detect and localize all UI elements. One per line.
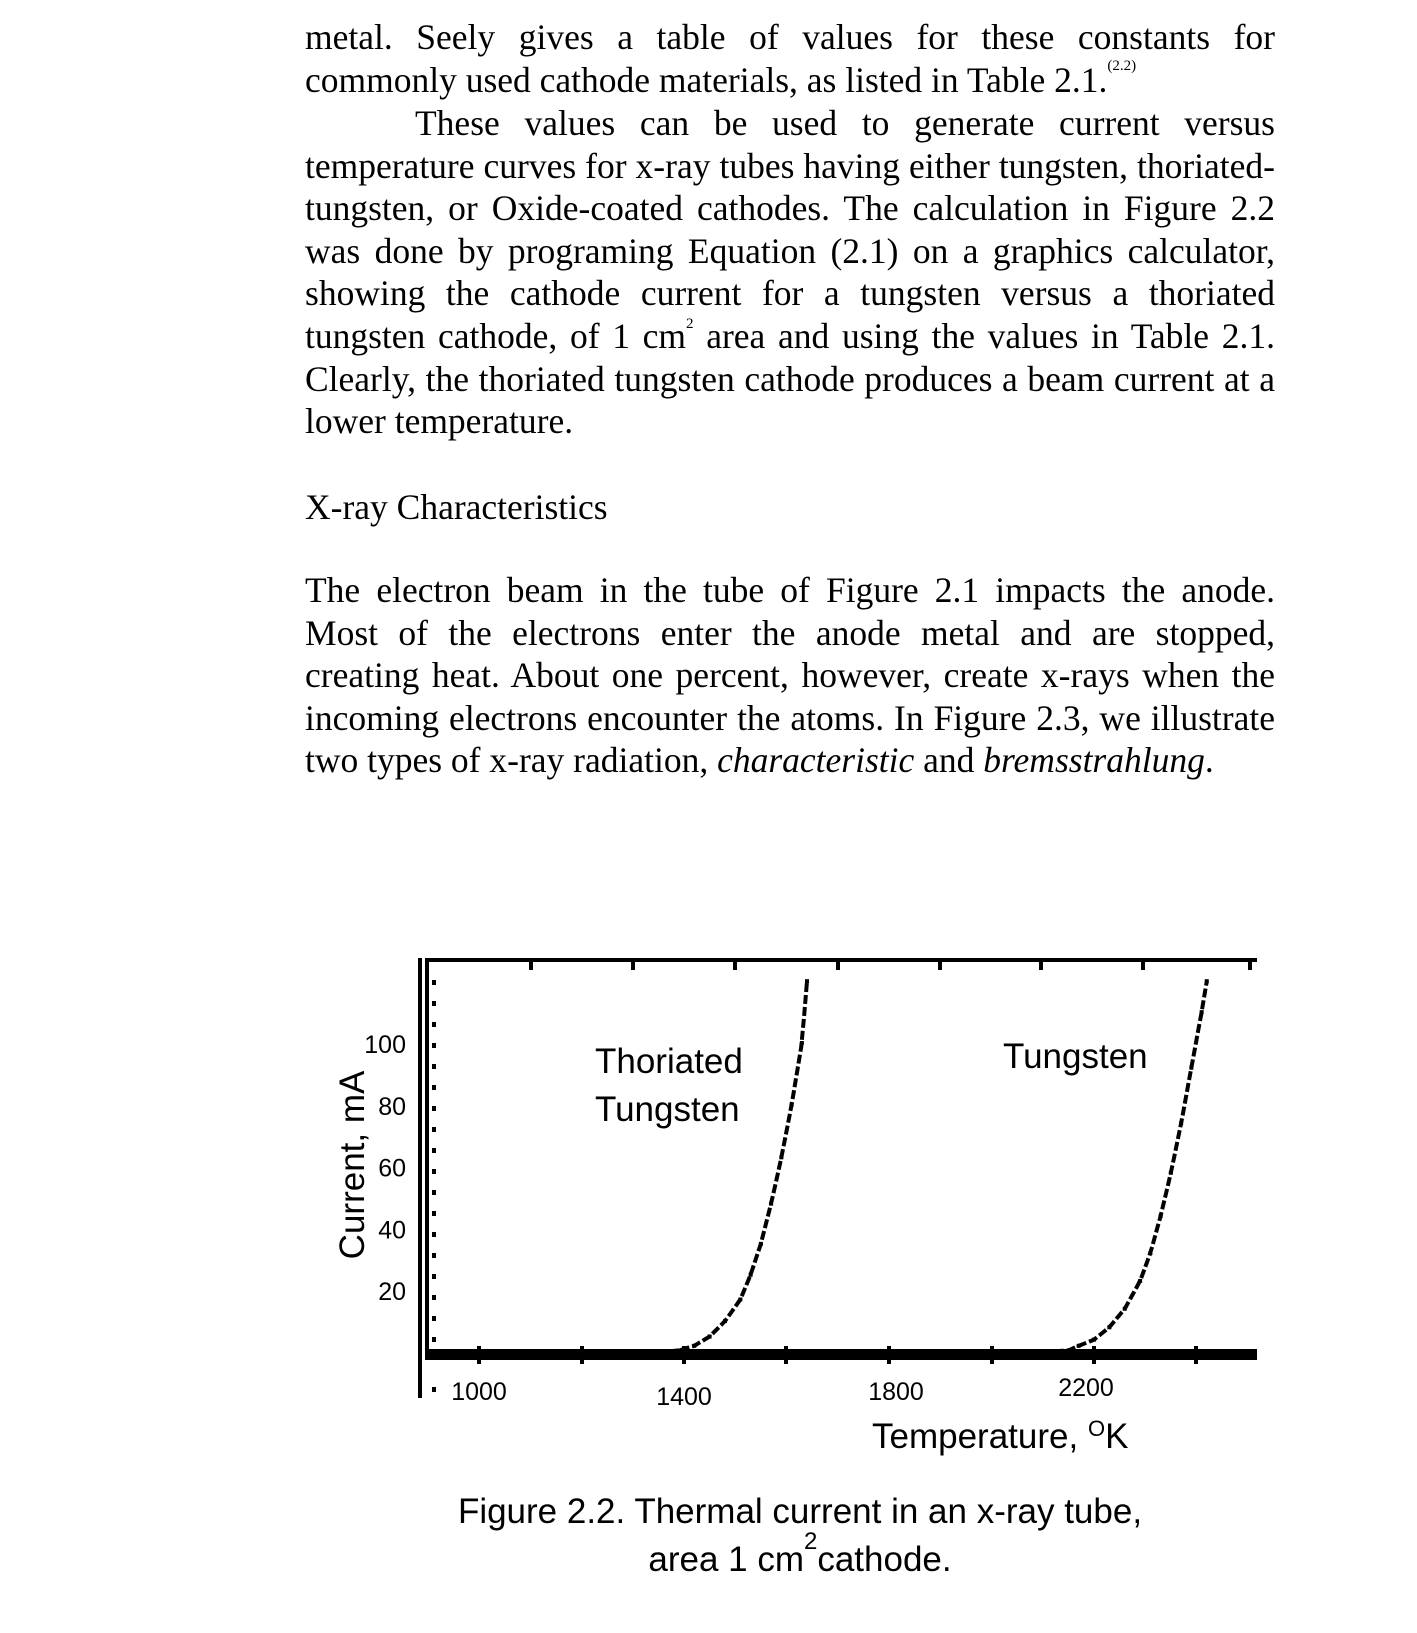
y-minor-tick-17 — [432, 1316, 436, 1321]
series-label-thoriated-line-2: Tungsten — [595, 1090, 740, 1129]
top-tick-8 — [1248, 960, 1252, 970]
data-point-thoriated-3 — [677, 1348, 681, 1352]
figure-caption — [440, 1488, 1160, 1584]
top-tick-5 — [938, 960, 942, 970]
x-axis-label — [872, 1416, 1128, 1456]
data-point-tungsten-4 — [1092, 1338, 1096, 1342]
paragraph-xray-text-mid: and — [914, 740, 984, 781]
data-point-tungsten-14 — [1205, 979, 1209, 983]
data-point-tungsten-6 — [1123, 1307, 1127, 1311]
y-minor-tick-16 — [432, 1295, 436, 1300]
bottom-tick-7 — [1092, 1346, 1096, 1364]
y-minor-tick-15 — [432, 1274, 436, 1279]
section-heading: X-ray Characteristics — [305, 487, 608, 527]
bottom-tick-4 — [784, 1346, 788, 1364]
y-minor-tick-3 — [432, 1022, 436, 1027]
bottom-tick-6 — [990, 1346, 994, 1364]
y-minor-tick-7 — [432, 1106, 436, 1111]
data-point-thoriated-12 — [790, 1103, 794, 1107]
y-minor-tick-18 — [432, 1337, 436, 1342]
y-axis-bar-inner — [425, 958, 429, 1360]
data-point-thoriated-11 — [779, 1155, 783, 1159]
paragraph-curves-text-b: area and using the values in Table 2.1. Clearly, the thoriated tungsten cathode produces a beam current at a lower temperature. — [305, 315, 1275, 442]
data-point-thoriated-5 — [708, 1335, 712, 1339]
x-tick-label: 1400 — [656, 1383, 712, 1411]
data-point-tungsten-9 — [1159, 1214, 1163, 1218]
paragraph-xray-text-end: . — [1204, 740, 1214, 781]
data-point-thoriated-13 — [800, 1041, 804, 1045]
data-point-tungsten-5 — [1107, 1325, 1111, 1329]
y-minor-tick-12 — [432, 1211, 436, 1216]
citation-reference: (2.2) — [1107, 57, 1137, 74]
y-minor-tick-8 — [432, 1127, 436, 1132]
caption-line-2-a: area 1 cm — [648, 1540, 804, 1579]
data-point-thoriated-14 — [805, 979, 809, 983]
top-tick-2 — [631, 960, 635, 970]
data-point-tungsten-1 — [1041, 1350, 1045, 1354]
top-tick-7 — [1141, 960, 1145, 970]
data-point-tungsten-8 — [1148, 1251, 1152, 1255]
top-tick-3 — [733, 960, 737, 970]
series-label-thoriated-line-1: Thoriated — [595, 1042, 743, 1081]
data-point-tungsten-13 — [1200, 1010, 1204, 1014]
data-point-tungsten-3 — [1077, 1344, 1081, 1348]
y-axis-bar-outer — [418, 958, 422, 1398]
data-point-thoriated-6 — [723, 1319, 727, 1323]
y-axis-label: Current, mA — [333, 1070, 372, 1260]
y-minor-tick-6 — [432, 1085, 436, 1090]
data-point-tungsten-12 — [1189, 1066, 1193, 1070]
paragraph-curves-text-a: These values can be used to generate current versus temperature curves for x-ray tubes having either tungsten, thoriated-tungsten, or Oxide-coated cathodes. The calculation in Figure 2.2 was done by programing Equation (2.1) on a graphics calculator, showing the cathode current for a tungsten versus a thoriated tungsten cathode, of 1 cm — [305, 103, 1275, 356]
y-tick-label: 60 — [378, 1154, 406, 1183]
y-minor-tick-11 — [432, 1190, 436, 1195]
paragraph-intro-text: metal. Seely gives a table of values for these constants for commonly used cathode materials, as listed in Table 2.1. — [305, 17, 1275, 100]
caption-superscript: 2 — [803, 1528, 818, 1555]
x-axis-line — [425, 1349, 1257, 1360]
y-tick-label: 80 — [378, 1092, 406, 1121]
y-minor-tick-13 — [432, 1232, 436, 1237]
y-minor-tick-10 — [432, 1169, 436, 1174]
y-minor-tick-5 — [432, 1064, 436, 1069]
x-axis-unit: K — [1105, 1417, 1129, 1456]
caption-line-2-b: cathode. — [817, 1540, 952, 1579]
data-point-tungsten-10 — [1169, 1171, 1173, 1175]
x-tick-label: 2200 — [1058, 1374, 1114, 1402]
data-point-thoriated-9 — [759, 1242, 763, 1246]
data-point-tungsten-2 — [1066, 1348, 1070, 1352]
caption-line-2 — [440, 1528, 1160, 1584]
superscript-area: 2 — [686, 315, 694, 332]
data-point-tungsten-11 — [1179, 1121, 1183, 1125]
data-point-thoriated-10 — [769, 1202, 773, 1206]
y-minor-tick-4 — [432, 1043, 436, 1048]
top-tick-1 — [529, 960, 533, 970]
x-axis-label-main: Temperature, — [872, 1417, 1088, 1456]
data-point-thoriated-4 — [692, 1344, 696, 1348]
series-label-tungsten: Tungsten — [1003, 1037, 1148, 1076]
series-line-thoriated-tungsten — [633, 981, 807, 1352]
term-characteristic: characteristic — [717, 740, 915, 781]
y-minor-tick-1 — [432, 980, 436, 985]
bottom-tick-1 — [477, 1346, 481, 1364]
top-tick-4 — [836, 960, 840, 970]
data-point-thoriated-2 — [656, 1350, 660, 1354]
y-tick-label: 40 — [378, 1216, 406, 1245]
x-tick-label: 1000 — [451, 1378, 507, 1406]
top-border — [425, 958, 1257, 962]
data-point-thoriated-8 — [749, 1273, 753, 1277]
y-minor-tick-2 — [432, 1001, 436, 1006]
y-tick-label: 100 — [364, 1031, 406, 1059]
y-tick-label: 20 — [378, 1278, 406, 1307]
data-point-thoriated-1 — [631, 1350, 635, 1354]
term-bremsstrahlung: bremsstrahlung — [983, 740, 1205, 781]
caption-line-1: Figure 2.2. Thermal current in an x-ray tube, — [457, 1492, 1143, 1531]
data-point-thoriated-7 — [738, 1297, 742, 1301]
paragraph-xray-text-a: The electron beam in the tube of Figure 2.1 impacts the anode. Most of the electrons enter the anode metal and are stopped, creating heat. About one percent, however, create x-rays when the incoming electrons encounter the atoms. In Figure 2.3, we illustrate two types of x-ray radiation, — [305, 570, 1275, 781]
data-point-tungsten-7 — [1138, 1279, 1142, 1283]
x-origin-dot — [432, 1387, 436, 1392]
bottom-tick-5 — [887, 1346, 891, 1364]
bottom-tick-2 — [580, 1346, 584, 1364]
degree-symbol: O — [1087, 1416, 1106, 1441]
x-tick-label: 1800 — [868, 1378, 924, 1406]
y-minor-tick-9 — [432, 1148, 436, 1153]
y-minor-tick-14 — [432, 1253, 436, 1258]
bottom-tick-8 — [1194, 1346, 1198, 1364]
top-tick-6 — [1039, 960, 1043, 970]
